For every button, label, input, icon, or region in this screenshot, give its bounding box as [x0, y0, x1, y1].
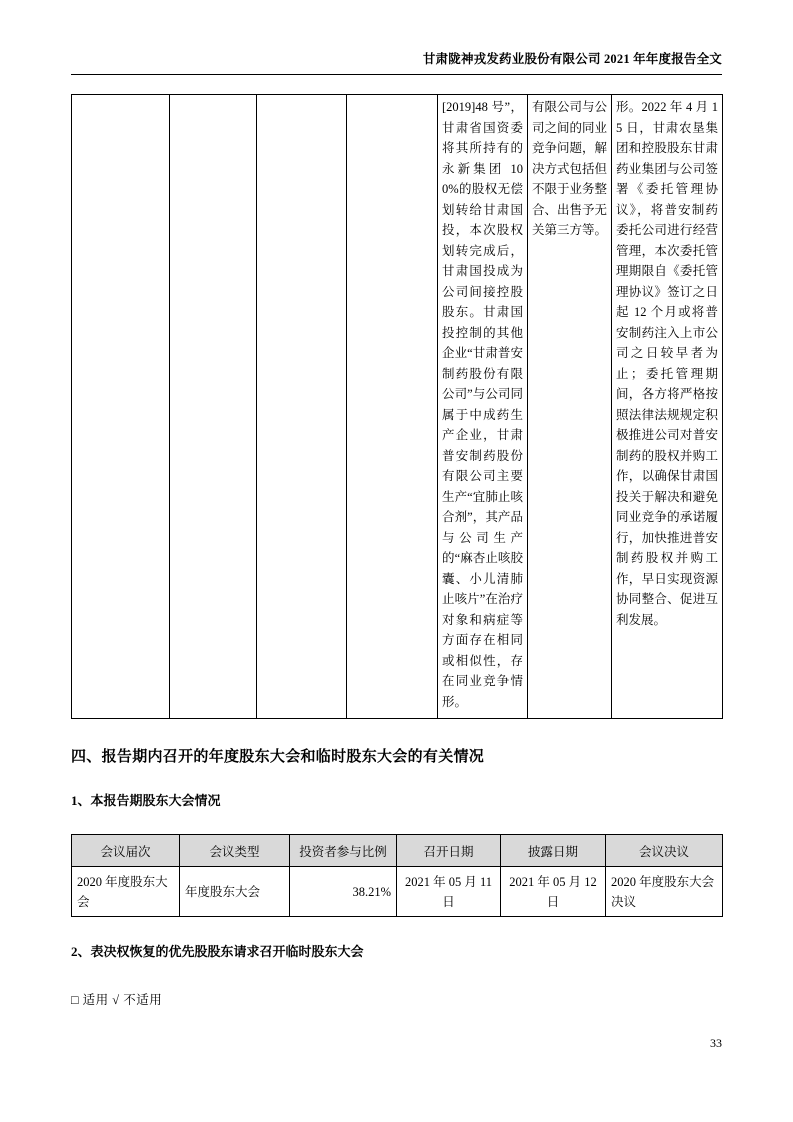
page-content	[71, 0, 722, 1008]
shareholder-meetings-table	[71, 834, 723, 917]
table-data-row	[72, 867, 723, 917]
column-header-meeting-session: 会议届次	[72, 835, 180, 867]
table-row	[72, 95, 723, 719]
table-cell-commitment-detail: [2019]48 号”，甘肃省国资委将其所持有的永新集团 100%的股权无偿划转给甘肃国投，本次股权划转完成后，甘肃国投成为公司间接控股股东。甘肃国投控制的其他企业“甘肃普安制药股份有限公司”与公司同属于中成药生产企业，甘肃普安制药股份有限公司主要生产“宜肺止咳合剂”，其产品与公司生产的“麻杏止咳胶囊、小儿清肺止咳片”在治疗对象和病症等方面存在相同或相似性，存在同业竞争情形。	[438, 95, 528, 719]
section-heading-shareholder-meetings: 四、报告期内召开的年度股东大会和临时股东大会的有关情况	[71, 749, 485, 765]
column-header-disclosure-date: 披露日期	[501, 835, 606, 867]
table-cell-resolution-method: 有限公司与公司之间的同业竞争问题，解决方式包括但不限于业务整合、出售予无关第三方等。	[528, 95, 612, 719]
cell-convening-date: 2021 年 05 月 11 日	[397, 867, 501, 917]
document-header-title: 甘肃陇神戎发药业股份有限公司 2021 年年度报告全文	[71, 49, 722, 75]
column-header-meeting-resolution: 会议决议	[606, 835, 723, 867]
applicability-statement: □ 适用 √ 不适用	[71, 993, 163, 1007]
column-header-investor-participation: 投资者参与比例	[290, 835, 397, 867]
commitments-continuation-table	[71, 94, 723, 719]
table-cell-performance-status: 形。2022 年 4 月 15 日，甘肃农垦集团和控股股东甘肃药业集团与公司签署《委托管理协议》，将普安制药委托公司进行经营管理，本次委托管理期限自《委托管理协议》签订之日起 12 个月或将普安制药注入上市公司之日较早者为止；委托管理期间，各方将严格按照法律法规规定积极推进公司对普安制药的股权并购工作，以确保甘肃国投关于解决和避免同业竞争的承诺履行，加快推进普安制药股权并购工作，早日实现资源协同整合、促进互利发展。	[612, 95, 723, 719]
cell-meeting-type: 年度股东大会	[180, 867, 290, 917]
page-number: 33	[710, 1036, 722, 1050]
column-header-meeting-type: 会议类型	[180, 835, 290, 867]
cell-meeting-session: 2020 年度股东大会	[72, 867, 180, 917]
subsection-1-heading: 1、本报告期股东大会情况	[71, 793, 221, 808]
subsection-2-heading: 2、表决权恢复的优先股股东请求召开临时股东大会	[71, 944, 364, 959]
cell-meeting-resolution: 2020 年度股东大会决议	[606, 867, 723, 917]
table-cell-empty-3	[257, 95, 347, 719]
cell-disclosure-date: 2021 年 05 月 12 日	[501, 867, 606, 917]
table-cell-empty-2	[170, 95, 257, 719]
table-header-row	[72, 835, 723, 867]
cell-investor-participation: 38.21%	[290, 867, 397, 917]
column-header-convening-date: 召开日期	[397, 835, 501, 867]
table-cell-empty-1	[72, 95, 170, 719]
table-cell-empty-4	[347, 95, 438, 719]
